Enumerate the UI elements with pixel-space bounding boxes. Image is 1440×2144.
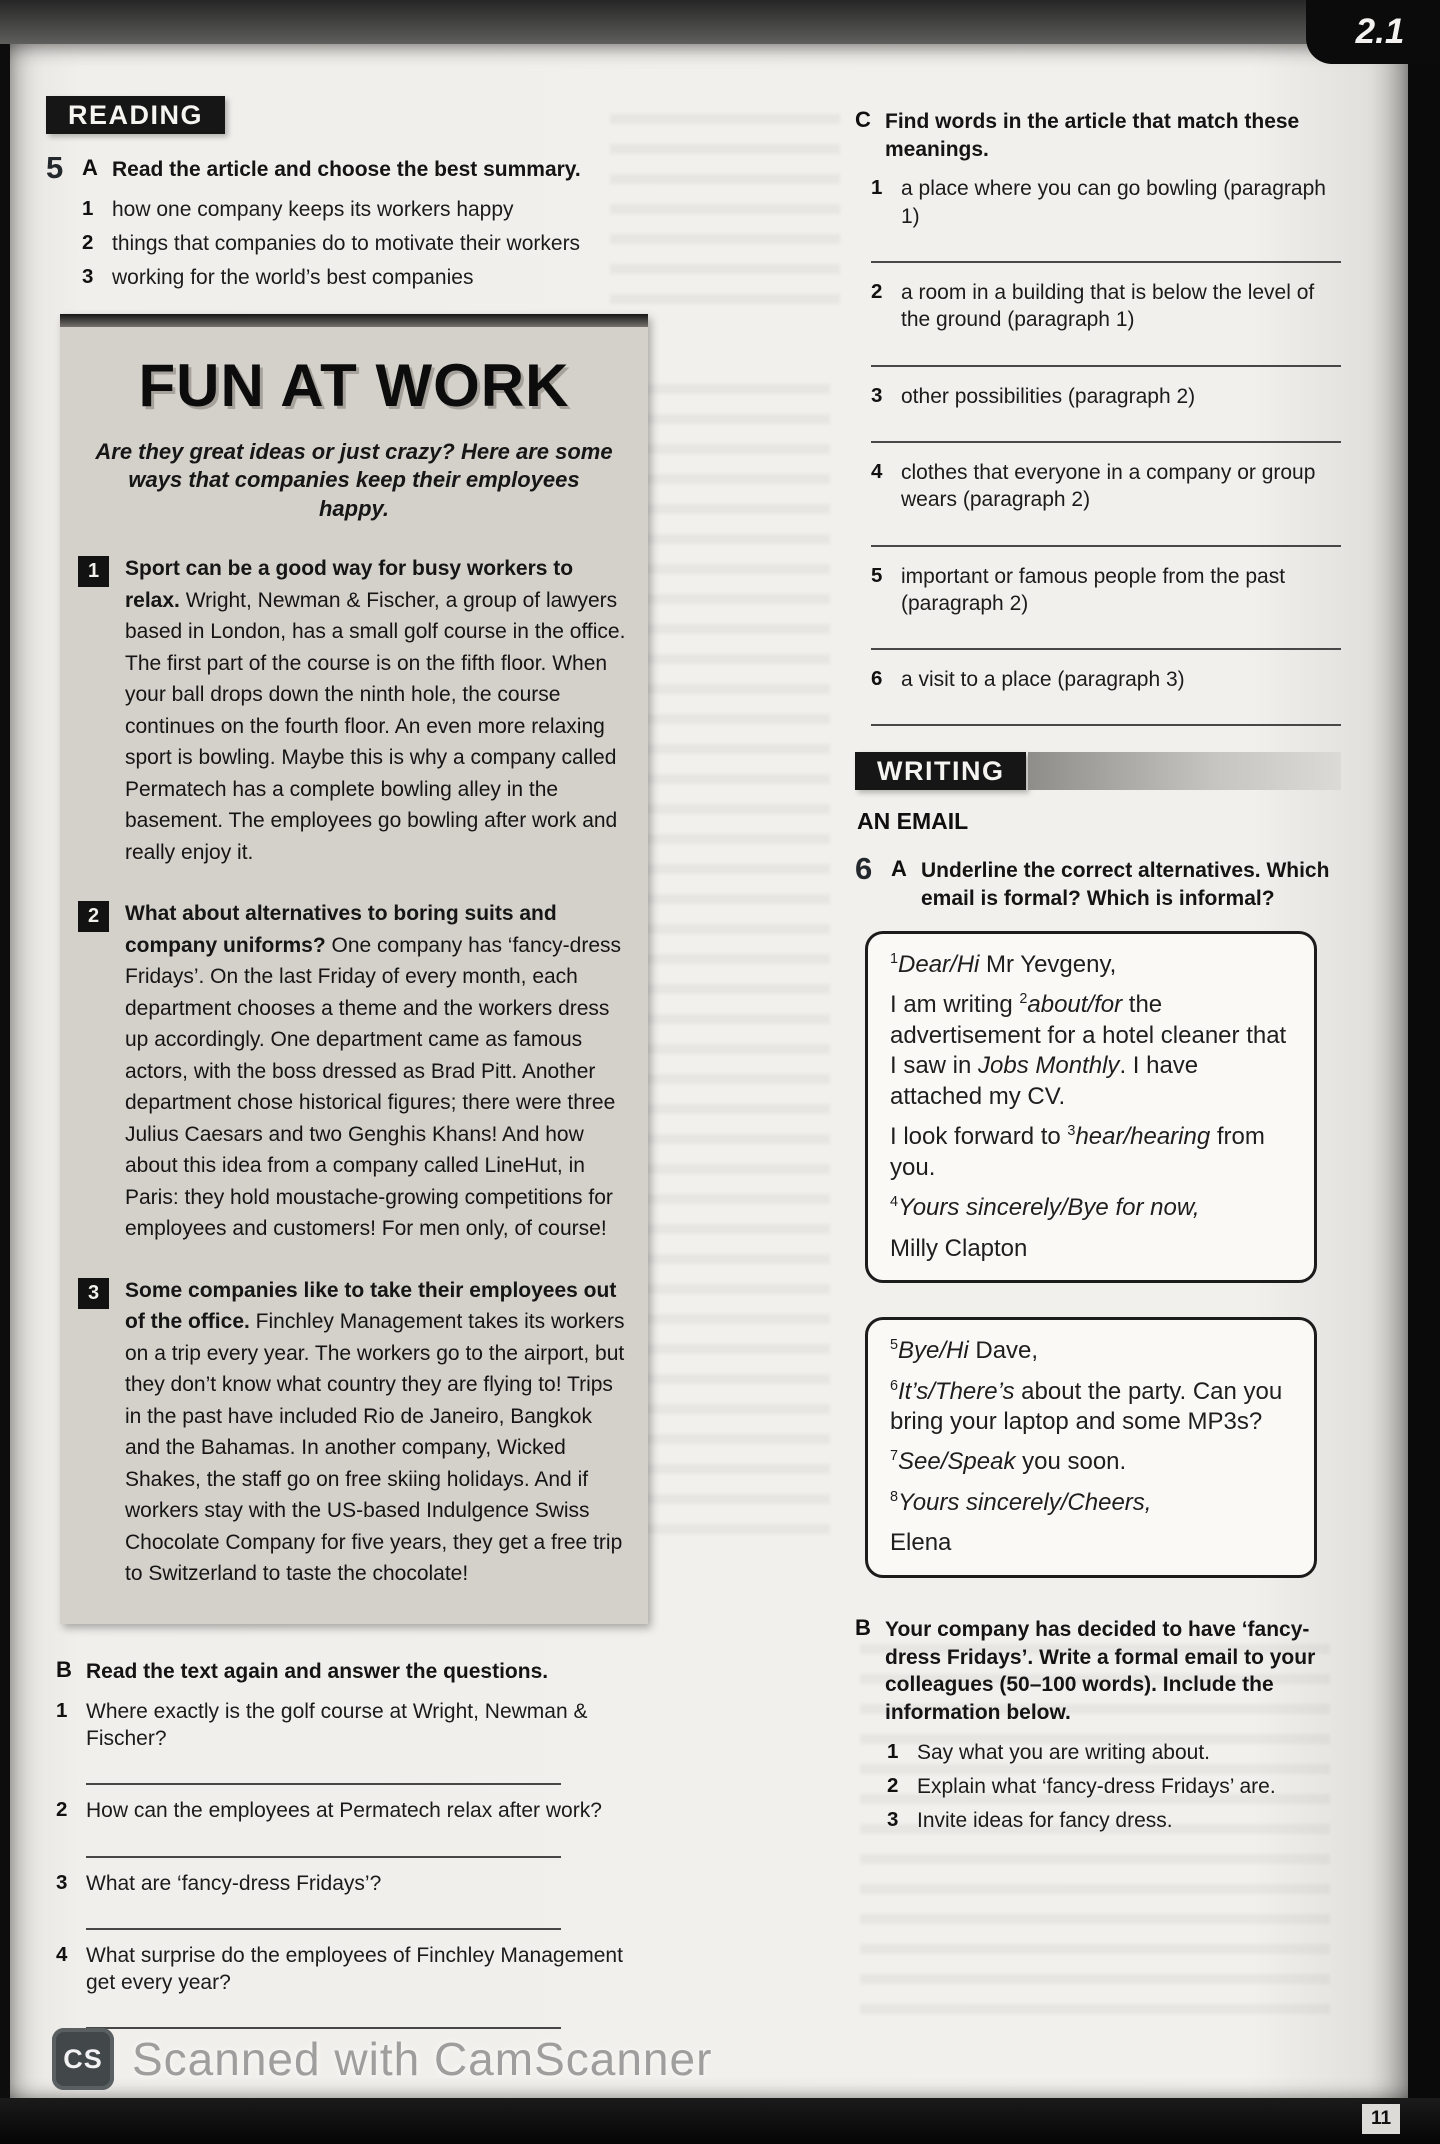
email-text: . I have attached my CV. (890, 1052, 1199, 1110)
paragraph-body: Finchley Management takes its workers on a trip every year. The workers go to the airport, but they don’t know what country they are flying to! Trips in the past have included Rio de Janeiro, Bangkok and the Bahamas. In another company, Wicked Shakes, the staff go on free skiing holidays. And if workers stay with the US-based Indulgence Swiss Chocolate Company for five years, they get a free trip to Switzerland to taste the chocolate! (125, 1310, 625, 1586)
email-paragraph (890, 1193, 1294, 1223)
meaning-item-number: 2 (871, 280, 883, 304)
article-title: FUN AT WORK (138, 351, 570, 419)
alternatives-italic: It’s/There’s (898, 1377, 1015, 1405)
writing-point (887, 1773, 1341, 1800)
paragraph-number-badge: 1 (78, 556, 109, 587)
part-letter: A (82, 155, 98, 180)
article-top-strip (60, 314, 648, 327)
superscript-number: 6 (890, 1377, 899, 1394)
article-paragraph (60, 1275, 648, 1590)
writing-point-text: Say what you are writing about. (917, 1740, 1210, 1764)
camscanner-logo-icon (52, 2028, 114, 2090)
comprehension-question-number: 2 (56, 1798, 68, 1822)
email-paragraph (890, 1336, 1294, 1366)
meaning-item-text: a room in a building that is below the level of the ground (paragraph 1) (901, 281, 1315, 332)
left-column (46, 96, 656, 2041)
summary-option-number: 1 (82, 196, 94, 220)
writing-point-text: Explain what ‘fancy-dress Fridays’ are. (917, 1775, 1276, 1799)
part-letter: B (56, 1656, 72, 1682)
comprehension-question-text: How can the employees at Permatech relax after work? (86, 1799, 602, 1823)
exercise-6a-header (855, 853, 1341, 912)
exercise-number: 6 (855, 851, 873, 887)
exercise-5c-header (855, 104, 1341, 163)
unit-badge (1306, 0, 1440, 64)
meaning-item-answer-line (871, 341, 1341, 367)
summary-option-row (82, 230, 656, 257)
paragraph-lead: Some companies like to take their employees out of the office. (125, 1278, 617, 1334)
paragraph-lead: Sport can be a good way for busy workers to relax. (125, 557, 574, 612)
superscript-number: 3 (1067, 1123, 1076, 1140)
exercise-instruction: Read the text again and answer the questions. (86, 1659, 549, 1683)
meaning-item (871, 459, 1341, 547)
meaning-item (871, 563, 1341, 651)
email-paragraph (890, 950, 1294, 980)
meaning-item-row (871, 279, 1341, 334)
paragraph-body: One company has ‘fancy-dress Fridays’. On the last Friday of every month, each department chooses a theme and the workers dress up accordingly. One department came as famous actors, with the boss dressed as Brad Pitt. Another department chose historical figures; there were three Julius Caesars and two Genghis Khans! And how about this idea from a company called LineHut, in Paris: they hold moustache-growing competitions for employees and customers! For men only, of course! (125, 933, 621, 1241)
meaning-item-answer-line (871, 624, 1341, 650)
summary-option-text: working for the world’s best companies (112, 266, 474, 290)
email-text: Mr Yevgeny, (979, 950, 1117, 978)
paragraph-text (125, 1275, 626, 1590)
comprehension-question (56, 1698, 656, 1786)
summary-option-text: how one company keeps its workers happy (112, 197, 514, 221)
writing-point-text: Invite ideas for fancy dress. (917, 1809, 1173, 1833)
email-paragraph (890, 1447, 1294, 1477)
meaning-item (871, 666, 1341, 726)
summary-option-row (82, 196, 656, 223)
reading-section-title: READING (46, 96, 225, 134)
email-paragraph (890, 1377, 1294, 1438)
email-text: the advertisement for a hotel cleaner that I saw in (890, 991, 1287, 1080)
comprehension-question-text: Where exactly is the golf course at Wright, Newman & Fischer? (86, 1699, 588, 1750)
meaning-item-answer-line (871, 237, 1341, 263)
alternatives-italic: Jobs Monthly (978, 1052, 1120, 1080)
meaning-item-text: clothes that everyone in a company or group wears (paragraph 2) (901, 460, 1316, 512)
comprehension-questions-list (56, 1698, 656, 2030)
superscript-number: 4 (890, 1194, 899, 1211)
meaning-item (871, 383, 1341, 443)
page-number (1362, 2104, 1400, 2134)
comprehension-question-number: 1 (56, 1698, 68, 1722)
writing-point-number: 1 (887, 1739, 899, 1763)
summary-option (82, 230, 656, 257)
right-column (855, 100, 1341, 1842)
meaning-item-row (871, 666, 1341, 693)
comprehension-question (56, 1797, 656, 1857)
exercise-6b-header (855, 1612, 1341, 1727)
meaning-item-row (871, 175, 1341, 230)
writing-point-number: 3 (887, 1808, 899, 1832)
comprehension-question-number: 4 (56, 1942, 68, 1966)
comprehension-question-answer-line (86, 1759, 561, 1785)
comprehension-question-text: What are ‘fancy-dress Fridays’? (86, 1871, 382, 1895)
paragraph-body: Wright, Newman & Fischer, a group of lawyers based in London, has a small golf course in the office. The first part of the course is on the fifth floor. When your ball drops down the ninth hole, the course continues on the fourth floor. An even more relaxing sport is bowling. Maybe this is why a company called Permatech has a complete bowling alley in the basement. The employees go bowling after work and really enjoy it. (125, 588, 626, 864)
meaning-item-number: 5 (871, 563, 883, 587)
email-paragraph (890, 1528, 1294, 1558)
paragraph-text (125, 898, 626, 1245)
summary-option (82, 196, 656, 223)
meaning-item-answer-line (871, 700, 1341, 726)
email-paragraph (890, 1234, 1294, 1264)
summary-option-number: 3 (82, 265, 94, 289)
meaning-item-number: 6 (871, 667, 883, 691)
writing-point-row (887, 1739, 1341, 1766)
summary-option-text: things that companies do to motivate their workers (112, 232, 581, 256)
page-number-text: 11 (1370, 2108, 1392, 2129)
paragraph-number-badge: 3 (78, 1278, 109, 1309)
writing-section-bar (855, 752, 1341, 790)
meaning-item-answer-line (871, 521, 1341, 547)
meaning-item-row (871, 383, 1341, 410)
superscript-number: 7 (890, 1448, 899, 1465)
email-text: Elena (890, 1529, 952, 1557)
meaning-item-number: 4 (871, 459, 883, 483)
email-text: Milly Clapton (890, 1234, 1028, 1262)
scan-right-edge (1408, 0, 1440, 2144)
alternatives-italic: Yours sincerely/Cheers, (898, 1488, 1152, 1516)
email-text: from you. (890, 1123, 1265, 1181)
email-text: I look forward to (890, 1123, 1068, 1151)
scan-top-edge (0, 0, 1440, 44)
exercise-5a-header (46, 152, 656, 184)
meaning-item-answer-line (871, 417, 1341, 443)
exercise-instruction: Find words in the article that match these meanings. (885, 110, 1300, 161)
article-paragraph (60, 553, 648, 868)
writing-points-list (887, 1739, 1341, 1835)
scan-bottom-edge (0, 2098, 1440, 2144)
writing-point (887, 1739, 1341, 1766)
meaning-item-text: important or famous people from the past (paragraph 2) (901, 564, 1286, 615)
page-paper (10, 44, 1408, 2100)
writing-subtitle: AN EMAIL (857, 808, 969, 835)
alternatives-italic: hear/hearing (1075, 1123, 1211, 1151)
exercise-instruction: Read the article and choose the best summary. (112, 158, 581, 181)
reading-section-bar (46, 96, 656, 134)
meaning-item-text: a visit to a place (paragraph 3) (901, 668, 1185, 692)
camscanner-logo-text: CS (63, 2043, 103, 2074)
comprehension-question (56, 1942, 656, 2030)
part-letter: C (855, 107, 871, 132)
summary-options-list (82, 196, 656, 292)
email-text: you soon. (1015, 1448, 1127, 1476)
meaning-item-number: 1 (871, 176, 883, 200)
exercise-number: 5 (46, 150, 64, 185)
part-letter: A (891, 856, 907, 882)
email-formal (865, 931, 1317, 1283)
article-paragraphs (60, 553, 648, 1590)
alternatives-italic: Dear/Hi (898, 950, 980, 978)
article-fun-at-work (60, 314, 648, 1624)
part-letter: B (855, 1614, 871, 1640)
superscript-number: 2 (1019, 991, 1028, 1008)
email-informal (865, 1317, 1317, 1578)
unit-badge-text: 2.1 (1355, 12, 1405, 51)
comprehension-question-row (56, 1942, 656, 1997)
comprehension-question-answer-line (86, 2003, 561, 2029)
writing-point (887, 1807, 1341, 1834)
summary-option-number: 2 (82, 231, 94, 255)
email-paragraph (890, 1122, 1294, 1183)
alternatives-italic: Bye/Hi (898, 1337, 969, 1365)
article-paragraph (60, 898, 648, 1245)
paragraph-number-badge: 2 (78, 901, 109, 932)
meaning-item (871, 175, 1341, 263)
meaning-item-row (871, 459, 1341, 514)
comprehension-question-row (56, 1797, 656, 1824)
email-paragraph (890, 990, 1294, 1112)
comprehension-question-row (56, 1870, 656, 1897)
meaning-item (871, 279, 1341, 367)
meaning-item-row (871, 563, 1341, 618)
meaning-item-number: 3 (871, 383, 883, 407)
email-text: I am writing (890, 991, 1020, 1019)
writing-section-title: WRITING (855, 752, 1026, 790)
summary-option-row (82, 264, 656, 291)
comprehension-question-text: What surprise do the employees of Finchley Management get every year? (86, 1943, 623, 1995)
alternatives-italic: Yours sincerely/Bye for now, (898, 1194, 1200, 1222)
paragraph-lead: What about alternatives to boring suits and company uniforms? (125, 902, 557, 957)
comprehension-question-number: 3 (56, 1870, 68, 1894)
meanings-list (871, 175, 1341, 726)
alternatives-italic: See/Speak (898, 1448, 1016, 1476)
comprehension-question (56, 1870, 656, 1930)
comprehension-question-row (56, 1698, 656, 1753)
summary-option (82, 264, 656, 291)
article-intro: Are they great ideas or just crazy? Here are some ways that companies keep their employees happy. (95, 438, 613, 521)
superscript-number: 5 (890, 1337, 899, 1354)
writing-point-row (887, 1773, 1341, 1800)
camscanner-watermark (52, 2028, 712, 2090)
meaning-item-text: a place where you can go bowling (paragraph 1) (901, 177, 1326, 228)
alternatives-italic: about/for (1027, 991, 1123, 1019)
paragraph-text (125, 553, 626, 868)
email-paragraph (890, 1488, 1294, 1518)
superscript-number: 1 (890, 950, 899, 967)
exercise-5b-header (56, 1654, 656, 1686)
writing-point-row (887, 1807, 1341, 1834)
email-text: about the party. Can you bring your laptop and some MP3s? (890, 1377, 1283, 1435)
exercise-instruction: Underline the correct alternatives. Which email is formal? Which is informal? (921, 859, 1330, 911)
email-text: Dave, (968, 1337, 1039, 1365)
comprehension-question-answer-line (86, 1904, 561, 1930)
superscript-number: 8 (890, 1488, 899, 1505)
comprehension-question-answer-line (86, 1832, 561, 1858)
meaning-item-text: other possibilities (paragraph 2) (901, 384, 1196, 408)
section-bar-tail (1028, 752, 1341, 790)
watermark-text: Scanned with CamScanner (132, 2033, 713, 2085)
exercise-instruction: Your company has decided to have ‘fancy-dress Fridays’. Write a formal email to your colleagues (50–100 words). Include the information below. (885, 1617, 1316, 1725)
writing-point-number: 2 (887, 1774, 899, 1798)
